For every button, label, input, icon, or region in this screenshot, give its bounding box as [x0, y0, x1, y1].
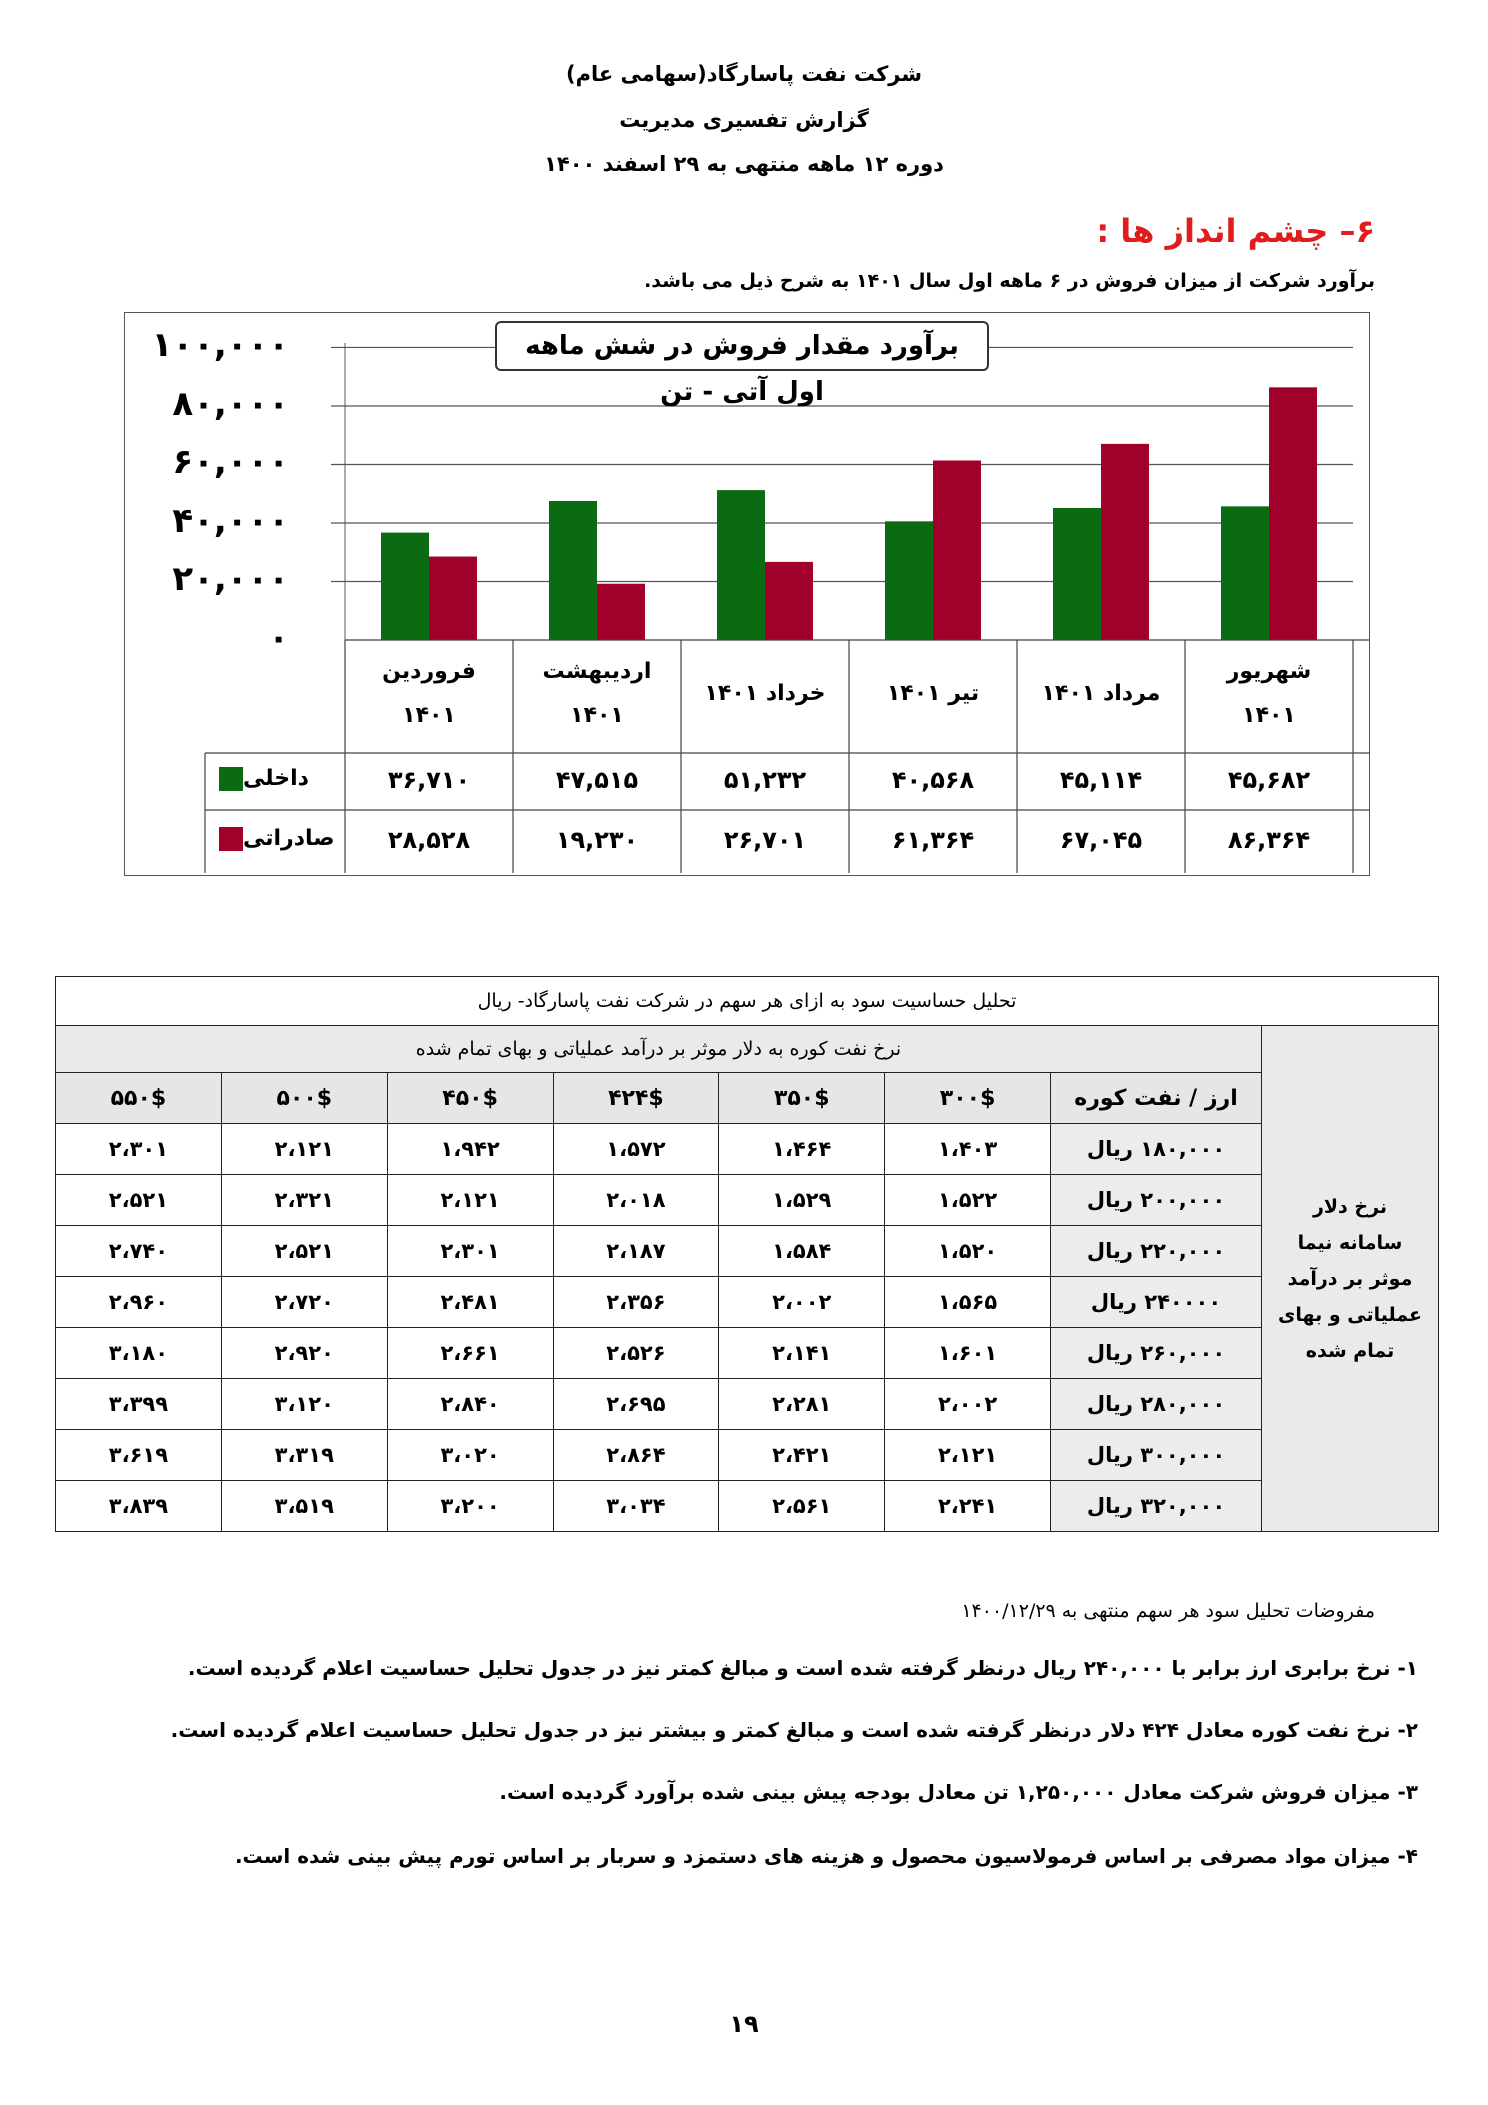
table-row [56, 1430, 1439, 1481]
report-period: دوره ۱۲ ماهه منتهی به ۲۹ اسفند ۱۴۰۰ [544, 152, 944, 176]
bar-domestic [717, 490, 765, 640]
eps-value-cell: ۲،۳۵۶ [553, 1277, 719, 1328]
y-tick-label: ۸۰,۰۰۰ [172, 383, 289, 424]
bar-export [429, 557, 477, 640]
table-row [56, 1124, 1439, 1175]
price-header: ۵۰۰$ [221, 1073, 387, 1124]
exchange-rate-cell: ۳۰۰,۰۰۰ ریال [1051, 1430, 1262, 1481]
eps-value-cell: ۱،۴۰۳ [885, 1124, 1051, 1175]
table-row [56, 1175, 1439, 1226]
table-row [56, 1277, 1439, 1328]
category-label: خرداد ۱۴۰۱ [704, 681, 826, 706]
category-label: شهریور ۱۴۰۱ [1226, 659, 1312, 728]
assumption-item: ۴- میزان مواد مصرفی بر اساس فرمولاسیون محصول و هزینه های دستمزد و سربار بر اساس تورم پیش بینی شده است. [234, 1844, 1418, 1868]
eps-value-cell: ۲،۵۲۱ [221, 1226, 387, 1277]
eps-value-cell: ۲،۰۰۲ [885, 1379, 1051, 1430]
eps-value-cell: ۲،۲۸۱ [719, 1379, 885, 1430]
exchange-rate-cell: ۱۸۰,۰۰۰ ریال [1051, 1124, 1262, 1175]
data-label: ۴۷,۵۱۵ [555, 765, 639, 794]
eps-value-cell: ۲،۴۲۱ [719, 1430, 885, 1481]
eps-value-cell: ۱،۵۲۰ [885, 1226, 1051, 1277]
page-number: ۱۹ [729, 2010, 759, 2038]
eps-value-cell: ۳،۱۲۰ [221, 1379, 387, 1430]
data-label: ۶۱,۳۶۴ [891, 825, 975, 854]
y-tick-label: ۶۰,۰۰۰ [172, 442, 289, 483]
table-title: تحلیل حساسیت سود به ازای هر سهم در شرکت نفت پاسارگاد- ریال [56, 977, 1439, 1026]
eps-value-cell: ۲،۲۴۱ [885, 1481, 1051, 1532]
data-label: ۶۷,۰۴۵ [1059, 825, 1143, 854]
exchange-rate-cell: ۲۲۰,۰۰۰ ریال [1051, 1226, 1262, 1277]
eps-value-cell: ۲،۱۲۱ [221, 1124, 387, 1175]
exchange-rate-cell: ۲۴۰۰۰۰ ریال [1051, 1277, 1262, 1328]
table-row [56, 1226, 1439, 1277]
table-subtitle-row [56, 1026, 1439, 1073]
price-header-row [56, 1073, 1439, 1124]
category-label: فروردین ۱۴۰۱ [382, 659, 476, 728]
eps-value-cell: ۳،۰۳۴ [553, 1481, 719, 1532]
data-label: ۴۵,۶۸۲ [1227, 765, 1311, 794]
chart-title: برآورد مقدار فروش در شش ماهه اول آتی - تن [495, 321, 989, 371]
eps-value-cell: ۲،۸۶۴ [553, 1430, 719, 1481]
data-label: ۲۶,۷۰۱ [723, 825, 807, 854]
eps-value-cell: ۲،۸۴۰ [387, 1379, 553, 1430]
category-label: اردیبهشت ۱۴۰۱ [542, 659, 652, 728]
data-label: ۴۰,۵۶۸ [891, 765, 975, 794]
legend-swatch [219, 827, 243, 851]
eps-value-cell: ۳،۱۸۰ [56, 1328, 222, 1379]
bar-export [1269, 387, 1317, 640]
eps-value-cell: ۱،۵۶۵ [885, 1277, 1051, 1328]
eps-value-cell: ۲،۱۴۱ [719, 1328, 885, 1379]
table-row [56, 1379, 1439, 1430]
price-header: ۴۵۰$ [387, 1073, 553, 1124]
side-label-line: تمام شده [1305, 1339, 1395, 1362]
price-header: ۴۲۴$ [553, 1073, 719, 1124]
legend-swatch [219, 767, 243, 791]
bar-domestic [885, 521, 933, 640]
eps-value-cell: ۲،۱۲۱ [885, 1430, 1051, 1481]
section-intro: برآورد شرکت از میزان فروش در ۶ ماهه اول سال ۱۴۰۱ به شرح ذیل می باشد. [644, 270, 1375, 292]
sensitivity-table [55, 976, 1439, 1532]
data-label: ۴۵,۱۱۴ [1059, 765, 1143, 794]
eps-value-cell: ۲،۶۶۱ [387, 1328, 553, 1379]
price-header: ۳۵۰$ [719, 1073, 885, 1124]
eps-value-cell: ۱،۵۲۹ [719, 1175, 885, 1226]
eps-value-cell: ۲،۶۹۵ [553, 1379, 719, 1430]
category-label: مرداد ۱۴۰۱ [1041, 681, 1161, 706]
eps-value-cell: ۱،۵۲۲ [885, 1175, 1051, 1226]
y-tick-label: ۲۰,۰۰۰ [172, 559, 289, 600]
bar-export [1101, 444, 1149, 640]
company-name: شرکت نفت پاسارگاد(سهامی عام) [565, 62, 923, 86]
table-row [56, 1481, 1439, 1532]
eps-value-cell: ۲،۳۰۱ [56, 1124, 222, 1175]
y-tick-label: ۱۰۰,۰۰۰ [151, 325, 289, 366]
y-tick-label: ۴۰,۰۰۰ [172, 500, 289, 541]
eps-value-cell: ۱،۴۶۴ [719, 1124, 885, 1175]
eps-value-cell: ۳،۸۳۹ [56, 1481, 222, 1532]
legend-label: صادراتی [243, 825, 335, 851]
eps-value-cell: ۲،۰۰۲ [719, 1277, 885, 1328]
side-label-line: سامانه نیما [1297, 1231, 1403, 1254]
eps-value-cell: ۱،۵۷۲ [553, 1124, 719, 1175]
price-header: ۵۵۰$ [56, 1073, 222, 1124]
eps-value-cell: ۲،۹۶۰ [56, 1277, 222, 1328]
table-title-row [56, 977, 1439, 1026]
eps-value-cell: ۳،۰۲۰ [387, 1430, 553, 1481]
eps-value-cell: ۳،۳۹۹ [56, 1379, 222, 1430]
report-title: گزارش تفسیری مدیریت [619, 108, 869, 132]
data-label: ۲۸,۵۲۸ [387, 825, 471, 854]
side-label-line: نرخ دلار [1312, 1195, 1388, 1218]
bar-domestic [1221, 506, 1269, 640]
data-label: ۳۶,۷۱۰ [387, 765, 471, 794]
legend-export [211, 826, 339, 851]
eps-value-cell: ۲،۵۲۶ [553, 1328, 719, 1379]
data-label: ۸۶,۳۶۴ [1227, 825, 1311, 854]
legend-label: داخلی [243, 765, 309, 791]
eps-value-cell: ۳،۶۱۹ [56, 1430, 222, 1481]
bar-domestic [1053, 508, 1101, 640]
table-row [56, 1328, 1439, 1379]
eps-value-cell: ۳،۵۱۹ [221, 1481, 387, 1532]
eps-value-cell: ۲،۷۲۰ [221, 1277, 387, 1328]
eps-value-cell: ۲،۷۴۰ [56, 1226, 222, 1277]
exchange-rate-cell: ۲۶۰,۰۰۰ ریال [1051, 1328, 1262, 1379]
exchange-rate-cell: ۳۲۰,۰۰۰ ریال [1051, 1481, 1262, 1532]
eps-value-cell: ۳،۲۰۰ [387, 1481, 553, 1532]
eps-value-cell: ۲،۳۲۱ [221, 1175, 387, 1226]
eps-value-cell: ۲،۵۶۱ [719, 1481, 885, 1532]
eps-value-cell: ۳،۳۱۹ [221, 1430, 387, 1481]
eps-value-cell: ۲،۰۱۸ [553, 1175, 719, 1226]
data-label: ۵۱,۲۳۲ [723, 765, 807, 794]
eps-value-cell: ۱،۹۴۲ [387, 1124, 553, 1175]
eps-value-cell: ۱،۵۸۴ [719, 1226, 885, 1277]
data-label: ۱۹,۲۳۰ [555, 825, 639, 854]
y-tick-label: ۰ [268, 618, 289, 658]
eps-value-cell: ۲،۱۲۱ [387, 1175, 553, 1226]
eps-value-cell: ۲،۳۰۱ [387, 1226, 553, 1277]
corner-header: ارز / نفت کوره [1051, 1073, 1262, 1124]
eps-value-cell: ۲،۴۸۱ [387, 1277, 553, 1328]
bar-export [933, 460, 981, 640]
bar-domestic [549, 501, 597, 640]
exchange-rate-cell: ۲۸۰,۰۰۰ ریال [1051, 1379, 1262, 1430]
bar-domestic [381, 533, 429, 640]
section-title: ۶– چشم انداز ها : [1096, 212, 1375, 250]
table-subtitle: نرخ نفت کوره به دلار موثر بر درآمد عملیاتی و بهای تمام شده [56, 1026, 1262, 1073]
rate-side-label [1262, 1026, 1439, 1532]
bar-export [597, 584, 645, 640]
exchange-rate-cell: ۲۰۰,۰۰۰ ریال [1051, 1175, 1262, 1226]
side-label-line: عملیاتی و بهای [1278, 1303, 1422, 1326]
sales-forecast-chart [124, 312, 1370, 876]
category-label: تیر ۱۴۰۱ [886, 681, 980, 706]
eps-value-cell: ۲،۵۲۱ [56, 1175, 222, 1226]
price-header: ۳۰۰$ [885, 1073, 1051, 1124]
assumption-item: ۱- نرخ برابری ارز برابر با ۲۴۰,۰۰۰ ریال درنظر گرفته شده است و مبالغ کمتر نیز در جدول تحلیل حساسیت اعلام گردیده است. [187, 1656, 1418, 1680]
eps-value-cell: ۱،۶۰۱ [885, 1328, 1051, 1379]
legend-domestic [211, 766, 339, 791]
bar-export [765, 562, 813, 640]
side-label-line: موثر بر درآمد [1287, 1267, 1413, 1290]
assumptions-title: مفروضات تحلیل سود هر سهم منتهی به ۱۴۰۰/۱۲/۲۹ [961, 1600, 1375, 1622]
eps-value-cell: ۲،۱۸۷ [553, 1226, 719, 1277]
eps-value-cell: ۲،۹۲۰ [221, 1328, 387, 1379]
assumption-item: ۲- نرخ نفت کوره معادل ۴۲۴ دلار درنظر گرفته شده است و مبالغ کمتر و بیشتر نیز در جدول تحلیل حساسیت اعلام گردیده است. [170, 1718, 1418, 1742]
assumption-item: ۳- میزان فروش شرکت معادل ۱,۲۵۰,۰۰۰ تن معادل بودجه پیش بینی شده برآورد گردیده است. [499, 1780, 1418, 1804]
